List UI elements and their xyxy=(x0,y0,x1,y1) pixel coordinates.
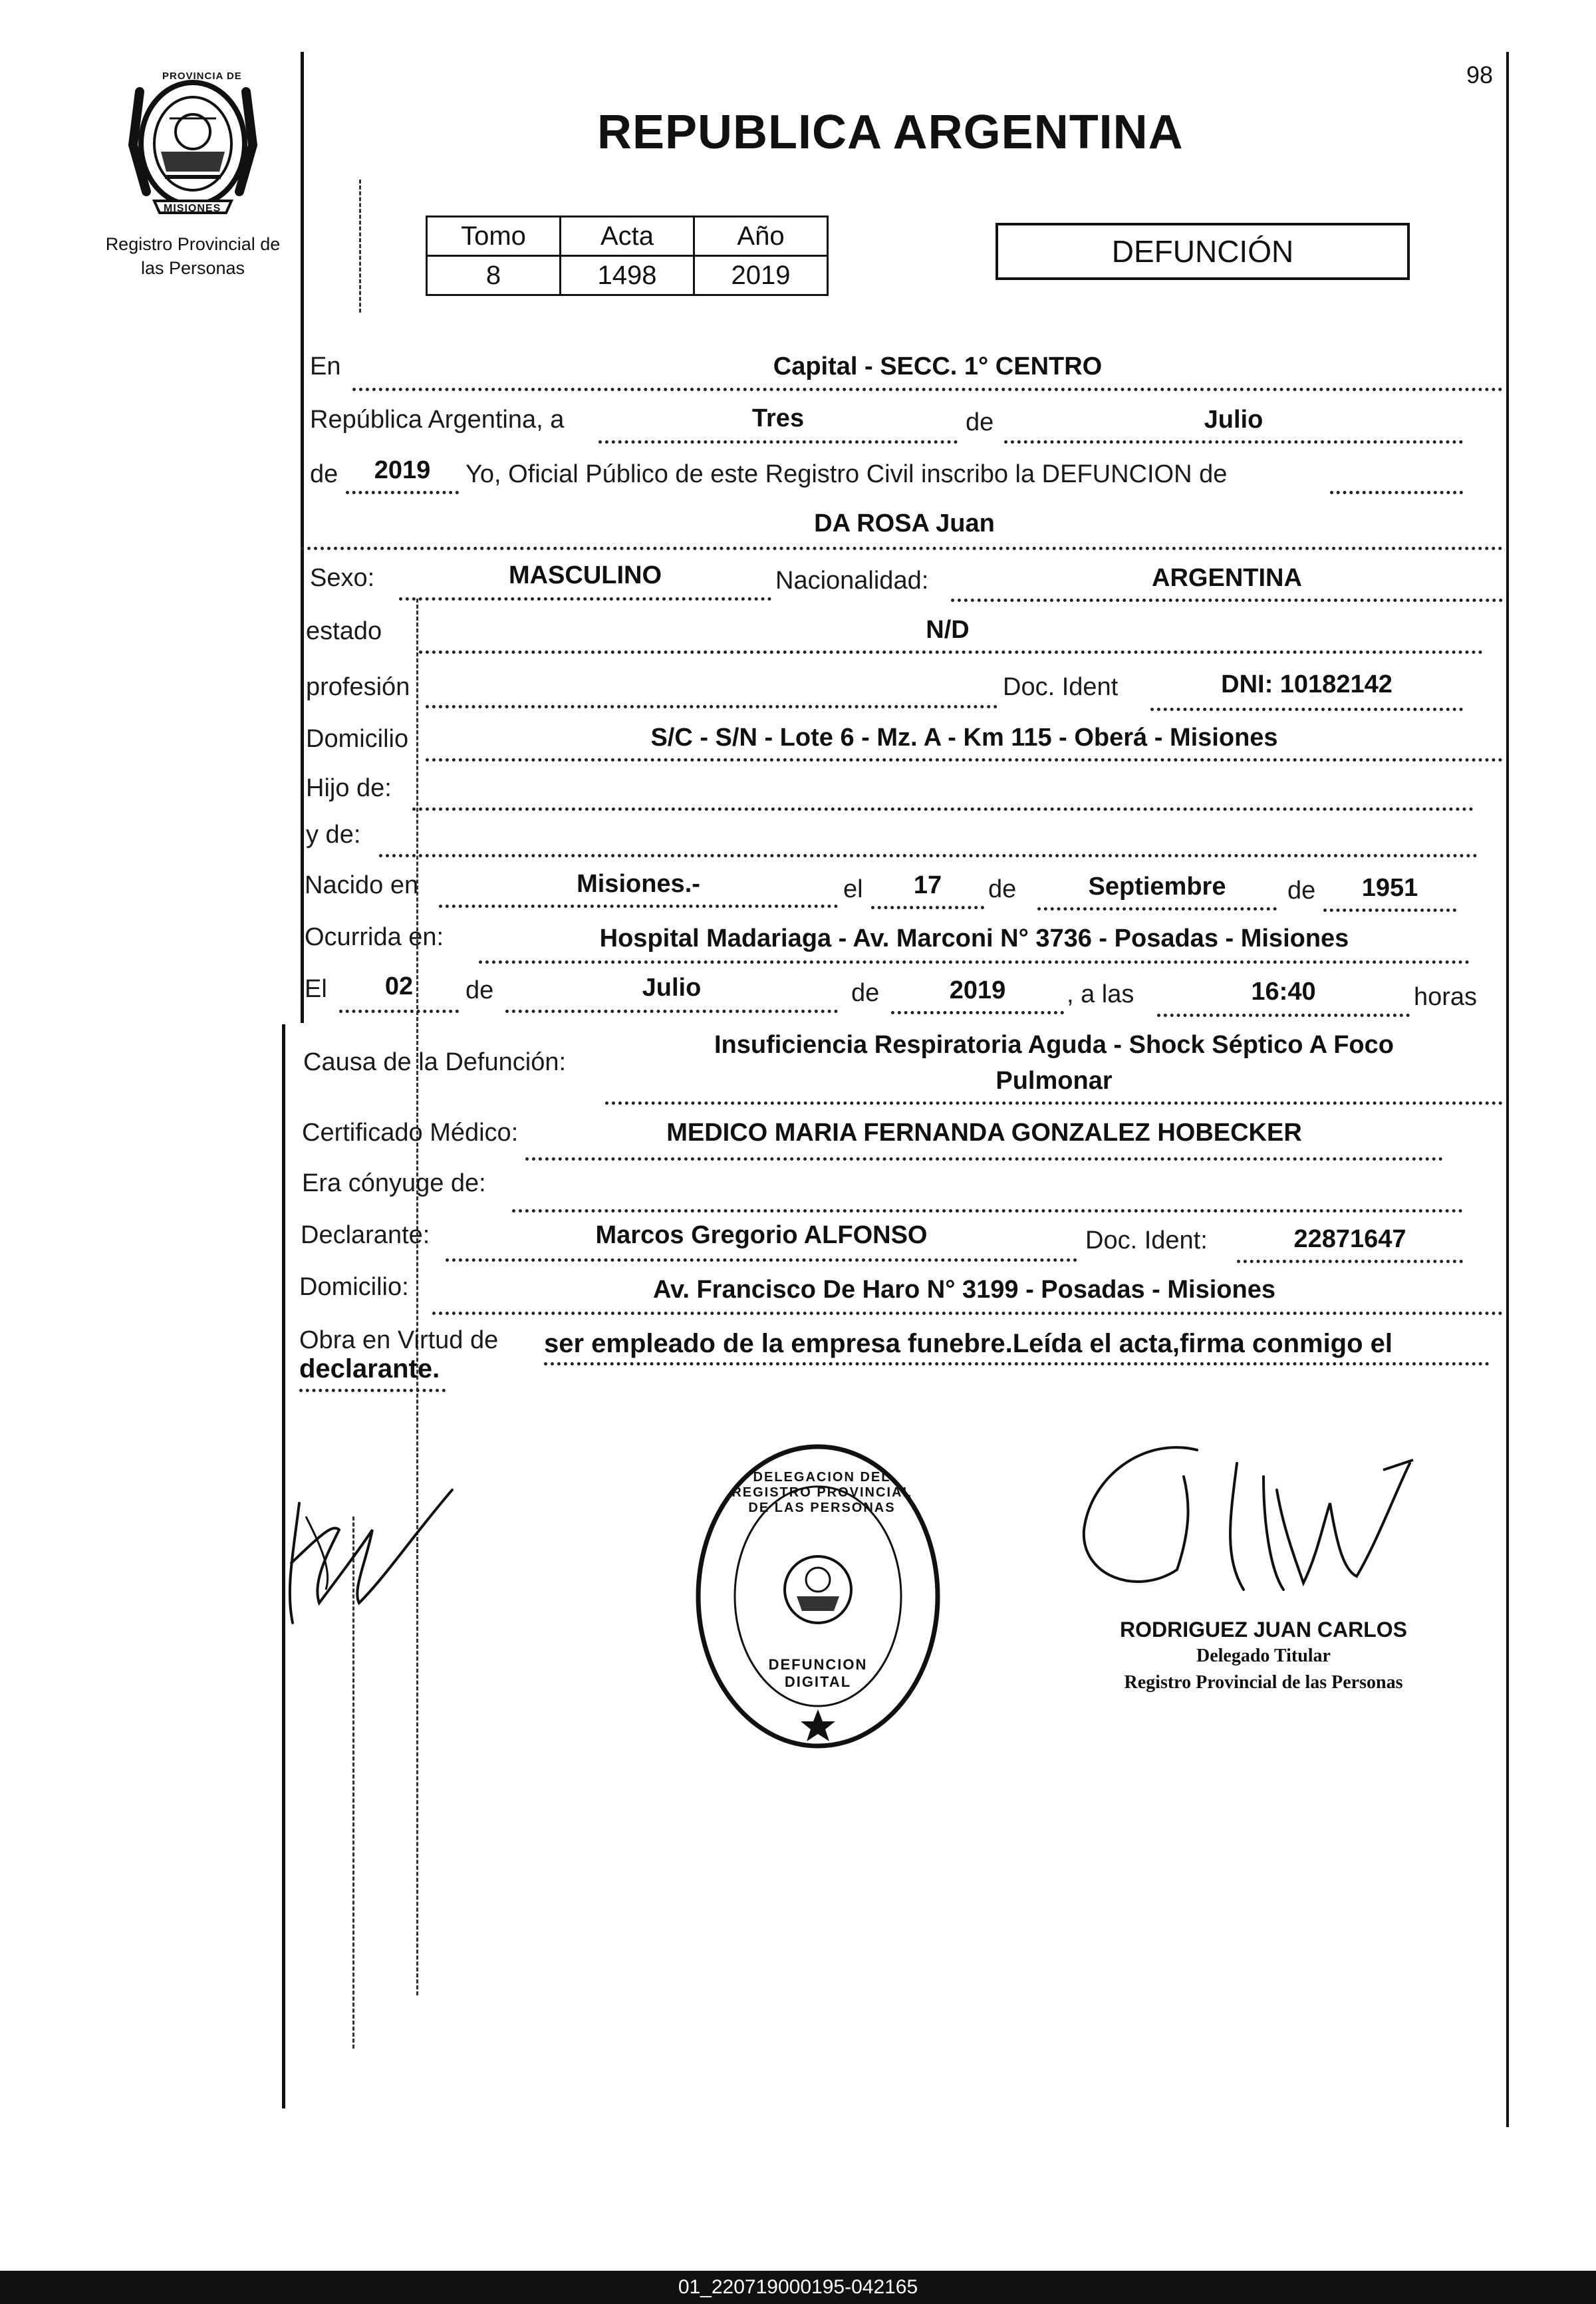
line-dia-texto xyxy=(598,440,958,444)
registry-name-line1: Registro Provincial de xyxy=(105,234,281,254)
line-obra-2 xyxy=(299,1389,446,1392)
table-value-anio: 2019 xyxy=(694,256,828,295)
label-de-6: de xyxy=(851,979,880,1007)
label-doc-ident: Doc. Ident xyxy=(1003,673,1119,701)
official-signature-icon xyxy=(1064,1423,1436,1623)
field-declarante: Marcos Gregorio ALFONSO xyxy=(595,1221,928,1249)
label-el-cap: El xyxy=(305,975,327,1003)
line-declarante-doc xyxy=(1237,1260,1463,1263)
label-horas: horas xyxy=(1414,983,1478,1011)
line-conyuge xyxy=(512,1209,1463,1213)
stamp-ring-text: DELEGACION DEL REGISTRO PROVINCIAL DE LAS PERSONAS xyxy=(732,1470,912,1515)
line-def-dia xyxy=(339,1010,459,1013)
line-nac-dia xyxy=(871,906,984,909)
stamp-inner-text: DEFUNCION DIGITAL xyxy=(768,1656,868,1690)
line-domicilio xyxy=(426,758,1503,762)
right-margin-line xyxy=(1506,52,1509,2127)
field-nacionalidad: ARGENTINA xyxy=(1152,564,1302,592)
field-obra-text-2: declarante. xyxy=(299,1354,440,1383)
label-doc-ident-2: Doc. Ident: xyxy=(1085,1226,1208,1254)
table-header-tomo: Tomo xyxy=(427,217,561,256)
seal-top-text: PROVINCIA DE xyxy=(162,71,242,82)
line-lugar xyxy=(352,388,1503,391)
line-nacionalidad xyxy=(951,599,1503,602)
registry-name-line2: las Personas xyxy=(140,258,245,278)
table-header-acta: Acta xyxy=(561,217,694,256)
field-nombre: DA ROSA Juan xyxy=(814,509,995,537)
label-domicilio-2: Domicilio: xyxy=(299,1273,409,1301)
label-nacido-en: Nacido en xyxy=(305,871,419,899)
line-hijo-de xyxy=(412,807,1474,811)
field-declarante-domicilio: Av. Francisco De Haro N° 3199 - Posadas - Misiones xyxy=(653,1276,1275,1304)
province-seal-icon xyxy=(113,65,273,218)
label-el: el xyxy=(843,875,863,903)
table-value-acta: 1498 xyxy=(561,256,694,295)
document-type-box: DEFUNCIÓN xyxy=(996,223,1410,280)
line-anio xyxy=(346,491,459,494)
label-era-conyuge: Era cónyuge de: xyxy=(302,1169,486,1197)
label-nacionalidad: Nacionalidad: xyxy=(775,567,929,595)
official-signature xyxy=(1064,1423,1436,1626)
line-def-anio xyxy=(891,1011,1064,1014)
line-nac-mes xyxy=(1037,907,1277,911)
line-profesion xyxy=(426,705,998,708)
line-nacido-en xyxy=(439,905,838,908)
field-dia-texto: Tres xyxy=(751,404,805,432)
table-value-tomo: 8 xyxy=(427,256,561,295)
field-domicilio: S/C - S/N - Lote 6 - Mz. A - Km 115 - Oberá - Misiones xyxy=(650,724,1278,752)
field-sexo: MASCULINO xyxy=(508,561,662,589)
line-nac-anio xyxy=(1323,909,1456,912)
label-profesion: profesión xyxy=(306,673,410,701)
field-nac-anio: 1951 xyxy=(1361,874,1418,902)
table-header-anio: Año xyxy=(694,217,828,256)
field-mes-texto: Julio xyxy=(1204,406,1264,434)
label-domicilio: Domicilio xyxy=(306,725,409,753)
label-declarante: Declarante: xyxy=(301,1221,430,1249)
field-def-dia: 02 xyxy=(384,972,414,1000)
label-republica: República Argentina, a xyxy=(310,406,565,434)
field-nacido-en: Misiones.- xyxy=(577,870,700,898)
left-margin-line xyxy=(301,52,304,1023)
field-certificado: MEDICO MARIA FERNANDA GONZALEZ HOBECKER xyxy=(666,1119,1302,1147)
record-table xyxy=(426,216,829,296)
line-sexo xyxy=(399,597,771,601)
field-nac-mes: Septiembre xyxy=(1088,873,1226,901)
field-dni: DNI: 10182142 xyxy=(1221,670,1393,698)
label-ocurrida-en: Ocurrida en: xyxy=(305,923,444,951)
line-y-de xyxy=(379,854,1478,857)
field-anio: 2019 xyxy=(374,456,431,484)
label-obra-en: Obra en Virtud de xyxy=(299,1326,499,1354)
line-obra-1 xyxy=(544,1362,1490,1366)
field-def-anio: 2019 xyxy=(949,976,1006,1004)
label-y-de: y de: xyxy=(306,821,361,849)
scan-footer: 01_220719000195-042165 xyxy=(0,2271,1596,2304)
label-hijo-de: Hijo de: xyxy=(306,774,392,802)
field-def-mes: Julio xyxy=(642,974,702,1002)
label-a-las: , a las xyxy=(1067,980,1134,1008)
label-certificado: Certificado Médico: xyxy=(302,1119,519,1147)
field-hora: 16:40 xyxy=(1251,978,1316,1006)
field-estado: N/D xyxy=(926,616,970,644)
field-declarante-doc: 22871647 xyxy=(1293,1225,1406,1253)
field-obra-text-1: ser empleado de la empresa funebre.Leída el acta,firma conmigo el xyxy=(544,1329,1393,1358)
line-dni xyxy=(1150,708,1463,711)
field-ocurrida-en: Hospital Madariaga - Av. Marconi N° 3736 - Posadas - Misiones xyxy=(599,925,1349,952)
line-def-mes xyxy=(505,1010,838,1013)
page-number: 98 xyxy=(1466,61,1494,88)
declarant-signature-icon xyxy=(279,1477,466,1636)
official-name: RODRIGUEZ JUAN CARLOS xyxy=(1119,1618,1407,1642)
label-estado: estado xyxy=(306,617,382,645)
line-ocurrida-en xyxy=(479,960,1470,964)
page-title: REPUBLICA ARGENTINA xyxy=(597,106,1184,159)
label-de-1: de xyxy=(966,408,994,436)
line-estado xyxy=(419,650,1483,654)
label-de-2: de xyxy=(310,460,338,488)
field-lugar: Capital - SECC. 1° CENTRO xyxy=(773,353,1103,380)
field-causa-2: Pulmonar xyxy=(996,1067,1113,1095)
field-nac-dia: 17 xyxy=(913,871,942,899)
declarant-signature xyxy=(279,1477,466,1640)
record-table-value-row xyxy=(427,256,828,295)
record-table-header-row xyxy=(427,217,828,256)
official-office: Registro Provincial de las Personas xyxy=(1124,1672,1403,1693)
label-de-5: de xyxy=(466,976,494,1004)
seal-bottom-text: MISIONES xyxy=(164,203,221,214)
label-de-4: de xyxy=(1287,877,1316,905)
line-declarante-domicilio xyxy=(432,1312,1503,1315)
line-certificado xyxy=(525,1157,1443,1161)
line-causa xyxy=(605,1101,1503,1105)
label-yo-oficial: Yo, Oficial Público de este Registro Civil inscribo la DEFUNCION de xyxy=(466,460,1228,488)
line-mes-texto xyxy=(1004,440,1463,444)
label-de-3: de xyxy=(988,875,1017,903)
inner-dashed-line xyxy=(359,180,361,313)
line-declarante xyxy=(446,1258,1077,1262)
label-sexo: Sexo: xyxy=(310,564,375,592)
line-hora xyxy=(1157,1014,1410,1017)
province-seal xyxy=(113,65,273,221)
field-causa-1: Insuficiencia Respiratoria Aguda - Shock Séptico A Foco xyxy=(714,1031,1394,1059)
line-nombre xyxy=(301,547,1503,550)
label-en: En xyxy=(310,353,341,380)
line-after-oficial xyxy=(1330,491,1463,494)
label-causa: Causa de la Defunción: xyxy=(303,1048,567,1076)
official-role: Delegado Titular xyxy=(1196,1646,1331,1666)
